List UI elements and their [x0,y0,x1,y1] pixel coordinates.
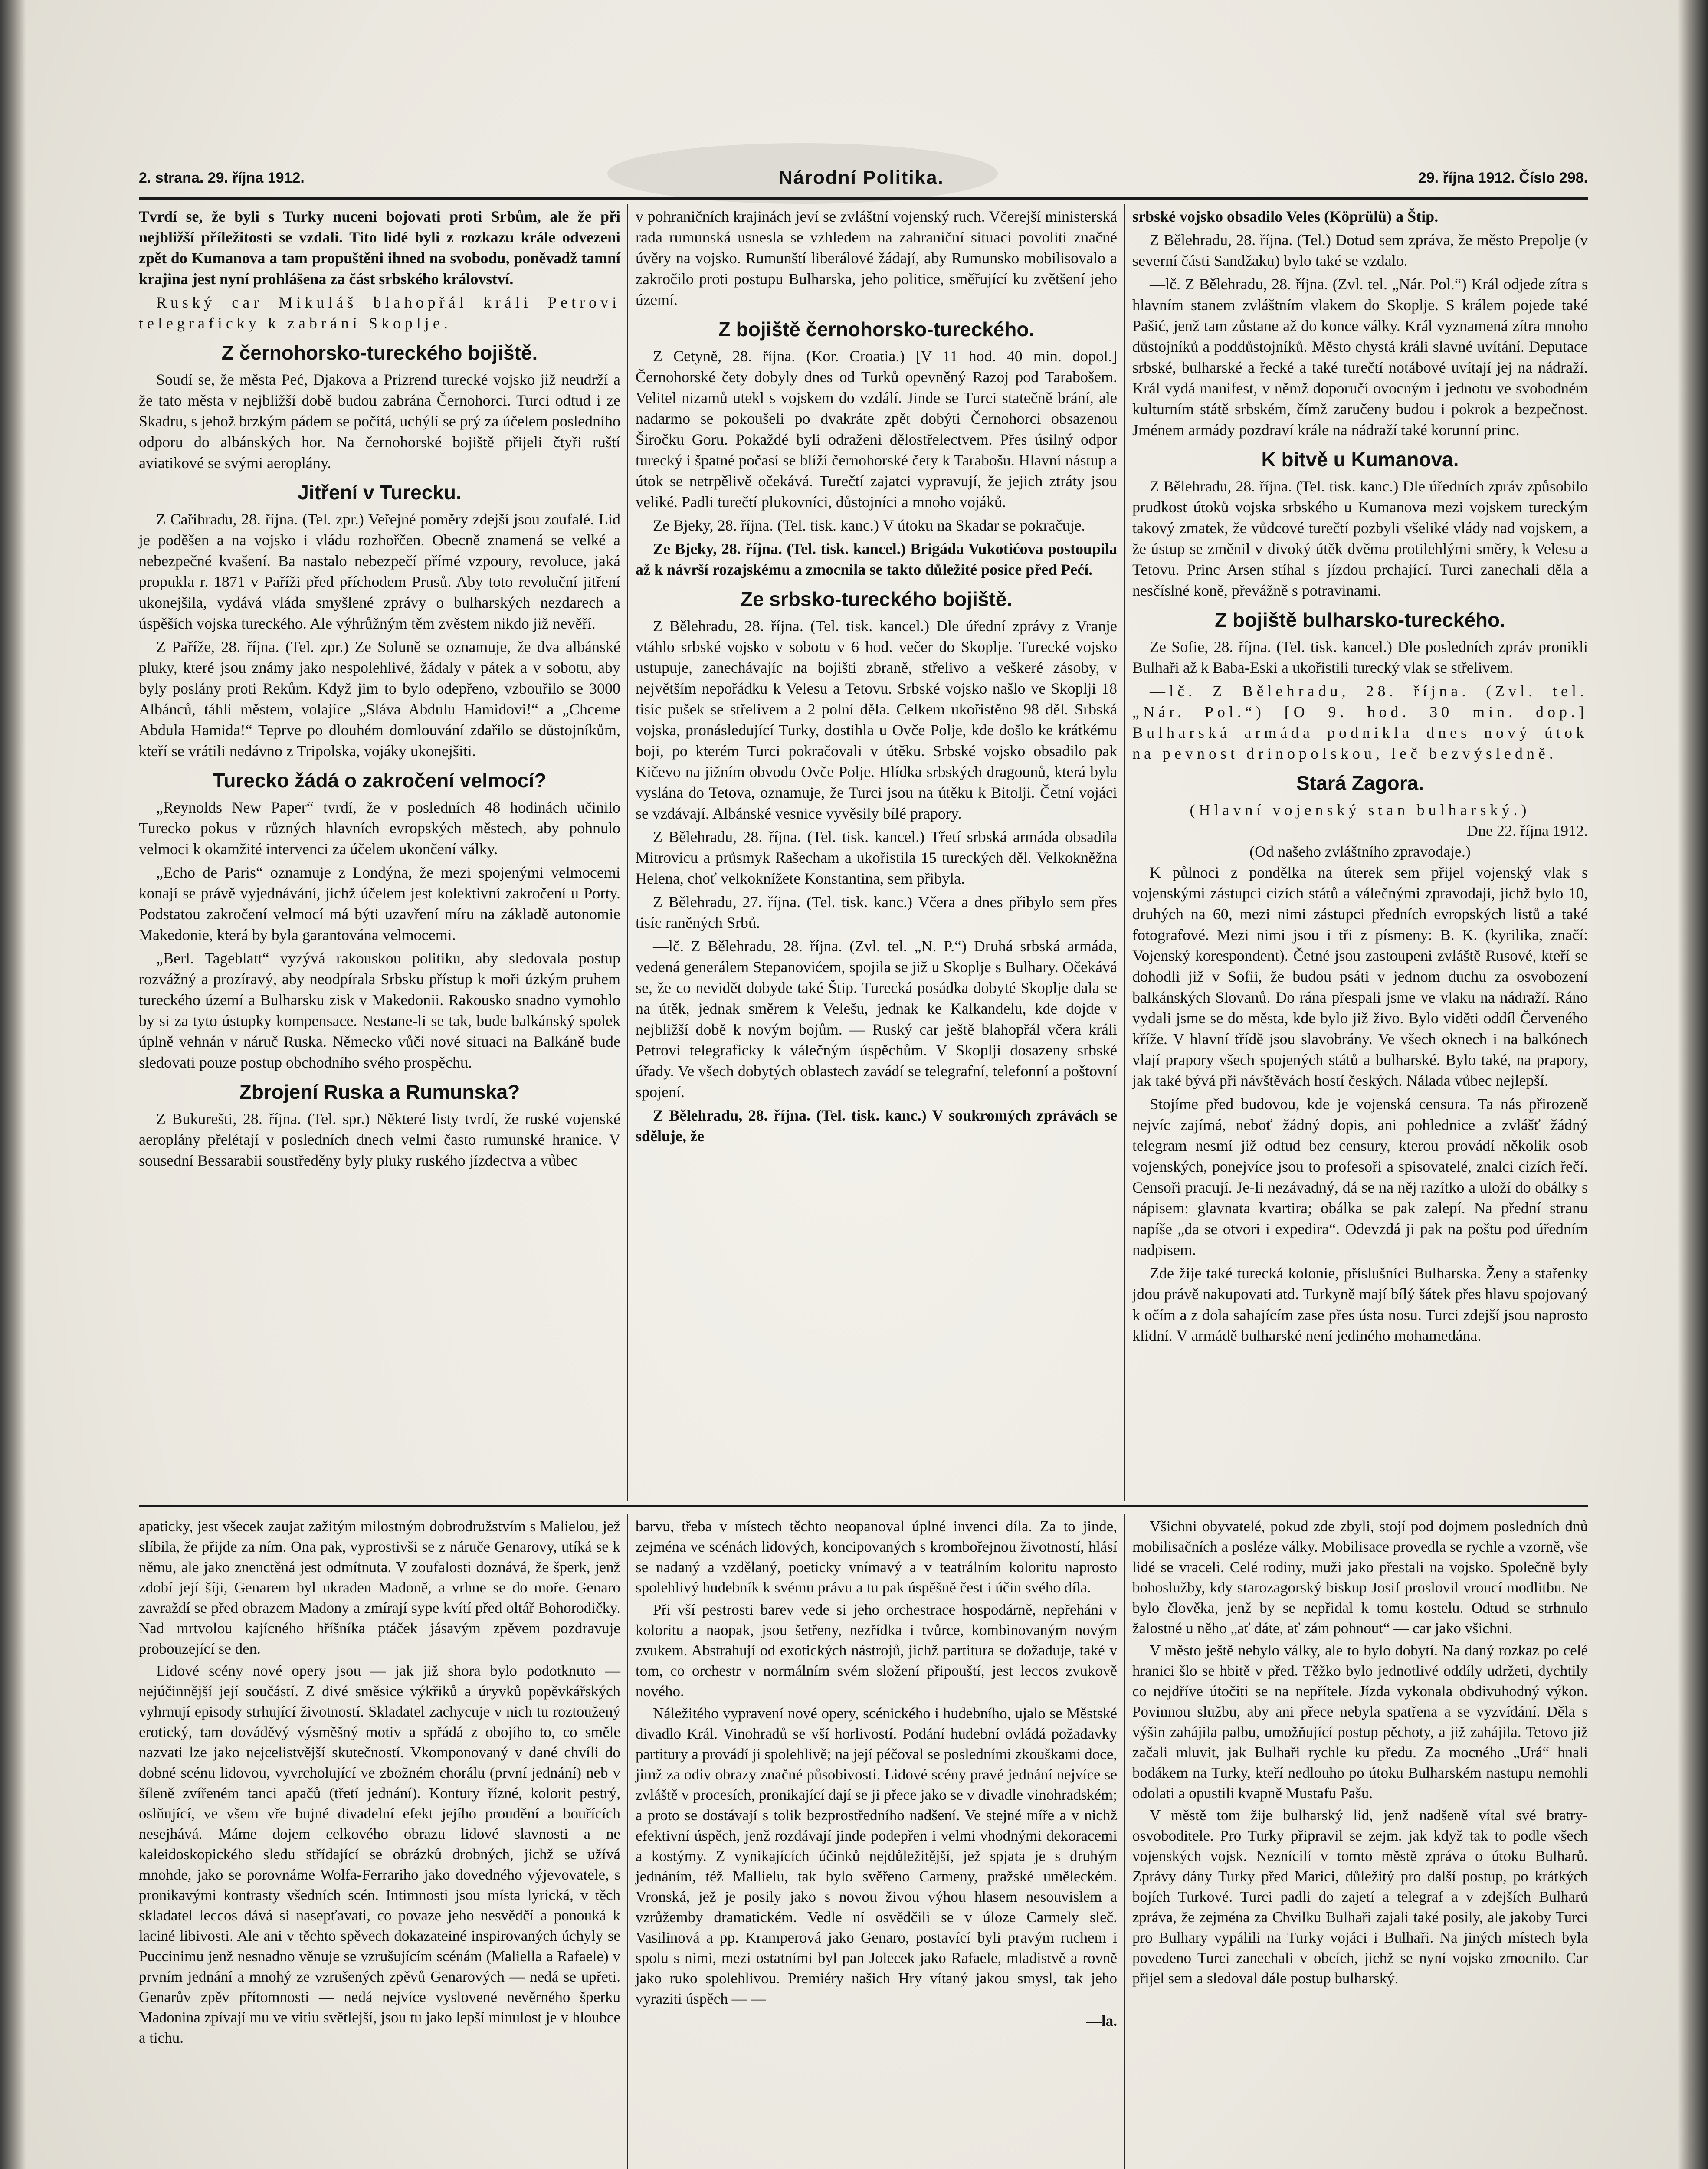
article-paragraph: Z Cařihradu, 28. října. (Tel. zpr.) Veřejné poměry zdejší jsou zoufalé. Lid je poděšen a na vojsko i vládu rozhořčen. Obecně znamená se velké a nebezpečné kvašení. Ba nastalo nebezpečí přímé vzpoury, revoluce, jaká propukla r. 1871 v Paříži před příchodem Prusů. Aby toto revoluční jitření ukonejšila, vydává vláda smyšlené zprávy o bulharských nezdarech a úspěších vojska tureckého. Ale výhrůžným těm zvěstem nikdo již nevěří. [139,511,620,632]
article-paragraph: Ze Bjeky, 28. října. (Tel. tisk. kancel.) Brigáda Vukotićova postoupila až k návrší rozajskému a zmocnila se takto důležité posice před Pećí. [636,540,1117,578]
page-header [139,161,1588,195]
feuilleton-column-3 [1132,1516,1588,1990]
column-divider [627,1514,628,2169]
article-paragraph: Z Paříže, 28. října. (Tel. zpr.) Ze Soluně se oznamuje, že dva albánské pluky, které jsou známy jako nespolehlivé, žádaly v pátek a v sobotu, aby byly poslány proti Rekům. Když jim to bylo odepřeno, vzbouřilo se 3000 Albánců, táhli městem, volajíce „Sláva Abdulu Hamidovi!“ a „Chceme Abdula Hamida!“ Teprve po dlouhém domlouvání zdařilo se důstojníkům, kteří se vrátili nedávno z Tripolska, vojáky ukonejšiti. [139,638,620,760]
article-paragraph: Stojíme před budovou, kde je vojenská censura. Ta nás přirozeně nejvíc zajímá, neboť žádný dopis, ani pohlednice a zvlášť žádný telegram nesmí již odtud bez censury, kterou provádí několik osob vojenských, ponejvíce jsou to profesoři a spisovatelé, znalci cizích řečí. Censoři pracují. Je-li nezávadný, dá se na něj razítko a uloží do obálky s nápisem: glavnata kvartira; obálka se pak zalepí. Na přední stranu napíše „da se otvori i expedira“. Odevzdá ji pak na poštu pod úředním nadpisem. [1132,1095,1588,1258]
article-paragraph: „Reynolds New Paper“ tvrdí, že v posledních 48 hodinách učinilo Turecko pokus v různých hlavních evropských městech, aby pohnulo velmoci k okamžité intervenci za účelem ukončení války. [139,799,620,858]
article-headline: Jitření v Turecku. [298,481,462,504]
scan-edge-right [1678,0,1708,2169]
article-paragraph: Z Bělehradu, 28. října. (Tel.) Dotud sem zpráva, že město Prepolje (v severní části Sandžaku) bylo také se vzdalo. [1132,231,1588,269]
feuilleton-paragraph: Při vší pestrosti barev vede si jeho orchestrace hospodárně, nepřeháni v koloritu a naopak, jsou šetřeny, nezřídka i tvůrce, kombinovaným novým zvukem. Abstrahují od exotických nástrojů, jichž partitura se dožaduje, také v tom, co orchestr v normálním svém složení připouští, jest leccos zvukově nového. [636,1601,1117,1700]
dateline-line: (Hlavní vojenský stan bulharský.) [1190,801,1531,819]
article-headline: Zbrojení Ruska a Rumunska? [239,1081,520,1103]
column-divider [1124,1514,1125,2169]
feuilleton-paragraph: barvu, třeba v místech těchto neopanoval úplné invenci díla. Za to jinde, zejména ve scénách lidových, koncipovaných s krombořejnou životností, hlásí se nadaný a vzdělaný, poeticky vnímavý a v teatrálním koloritu naprosto spolehlivý hudebník k svému právu a tu pak úspěšně čest i účin svého díla. [636,1518,1117,1596]
article-headline: Ze srbsko-tureckého bojiště. [740,588,1013,610]
feuilleton-paragraph: V městě tom žije bulharský lid, jenž nadšeně vítal své bratry-osvoboditele. Pro Turky připravil se zejm. jak když tak to podle všech vojenských vojsk. Neznícilí v tomto městě zpráva o útoku Bulharů. Zprávy dány Turky před Marici, důležitý pro další postup, po krátkých bojích Turkové. Turci padli do zajetí a telegraf a v zdejších Bulharů zpráva, že zejména za Chvilku Bulhaři zajali také posily, ale jakoby Turci pro Bulhary vypálili na Turky vojáci i Bulhaři. Na jiných místech byla povedeno Turci zanechali v obcích, jichž se nyní vojsko zmocnilo. Car přijel sem a sledoval dále postup bulharský. [1132,1807,1588,1987]
article-headline: Z černohorsko-tureckého bojiště. [221,341,538,364]
feuilleton-paragraph: V město ještě nebylo války, ale to bylo dobytí. Na daný rozkaz po celé hranici šlo se hbitě v před. Těžko bylo jednotlivé oddíly udržeti, dychtily co nejdříve útočiti se na nepřítele. Jízda vykonala obdivuhodný výkon. Povinnou službu, aby ani přece nebyla spatřena a se vyzvídání. Děla s výšin zahájila palbu, umožňující postup pěchoty, a již zahájila. Tetovo již začali mluvit, jak Bulhaři rychle ku předu. Za mocného „Urá“ hnali bodákem na Turky, kteří nedlouho po útoku Bulharském nastupu nemohli odolati a opustili kvapně Mustafu Pašu. [1132,1642,1588,1802]
column-divider [1124,204,1125,1501]
article-headline: Z bojiště bulharsko-tureckého. [1215,609,1505,631]
article-paragraph: Z Bukurešti, 28. října. (Tel. spr.) Některé listy tvrdí, že ruské vojenské aeroplány přelétají v posledních dnech velmi často rumunské hranice. V sousední Bessarabii soustředěny byly pluky ruského jízdectva a vůbec [139,1110,620,1169]
article-paragraph: Ze Bjeky, 28. října. (Tel. tisk. kanc.) V útoku na Skadar se pokračuje. [653,517,1085,534]
article-paragraph: v pohraničních krajinách jeví se zvláštní vojenský ruch. Včerejší ministerská rada rumunská usnesla se vzhledem na zahraniční situaci povoliti značné úvěry na vojsko. Rumunští liberálové žádají, aby Rumunsko mobilisovalo a zakročilo proti postupu Bulharska, jeho politice, směřující ku zvětšení jeho území. [636,208,1117,308]
article-headline: Stará Zagora. [1296,772,1424,794]
article-paragraph: Ze Sofie, 28. října. (Tel. tisk. kancel.) Dle posledních zpráv pronikli Bulhaři až k Baba-Eski a ukořistili turecký vlak se střelivem. [1132,638,1588,676]
column-1 [139,206,620,1173]
article-paragraph: Z Bělehradu, 28. října. (Tel. tisk. kancel.) Třetí srbská armáda obsadila Mitrovicu a průsmyk Rašecham a ukořistila 15 tureckých děl. Velkokněžna Helena, choť velkoknížete Konstantina, sem přibyla. [636,828,1117,887]
article-paragraph: „Echo de Paris“ oznamuje z Londýna, že mezi spojenými velmocemi konají se právě vyjednávání, jichž účelem jest kolektivní zakročení u Porty. Podstatou zakročení velmocí má býti uzavření míru na základě autonomie Makedonie, která by byla garantována velmocemi. [139,864,620,944]
column-2 [636,206,1117,1149]
feuilleton-divider [139,1505,1588,1507]
article-paragraph: —lč. Z Bělehradu, 28. října. (Zvl. tel. „N. P.“) Druhá srbská armáda, vedená generálem Stepanovićem, spojila se již u Skoplje s Bulhary. Očekává se, že co nevidět dobyde také Štip. Turecká posádka dobyté Skoplje dala se na útěk, jednak směrem k Velešu, jednak ke Kalkandelu, kde dojde v nejbližší době k novým bojům. — Ruský car ještě blahopřál včera králi Petrovi telegraficky k válečným úspěchům. V Skoplji dosazeny srbské úřady. Ve všech dobytých oblastech zavádí se telegrafní, telefonní a poštovní spojení. [636,937,1117,1101]
header-rule [139,197,1588,200]
feuilleton-paragraph: Všichni obyvatelé, pokud zde zbyli, stojí pod dojmem posledních dnů mobilisačních a posléze války. Mobilisace provedla se rychle a vzorně, vše lidé se vraceli. Celé rodiny, muži jako přestali na vojsko. Společně byly bohoslužby, kdy starozagorský biskup Josif proslovil vroucí modlitbu. Ne bylo člověka, jenž by se nepřidal k tomu kostelu. Odtud se strhnulo žalostné u něho „ať dáte, ať zám pohnout“ — car jako všichni. [1132,1518,1588,1637]
dateline-block [1132,799,1588,862]
article-paragraph: Zde žije také turecká kolonie, příslušníci Bulharska. Ženy a stařenky jdou právě nakupovati atd. Turkyně mají bílý šátek přes hlavu spojovaný k očím a z dola sahajícím zase přes ústa nosu. Turci zdejší jsou naprosto klidní. V armádě bulharské není jediného mohamedána. [1132,1265,1588,1344]
article-paragraph: Z Bělehradu, 28. října. (Tel. tisk. kancel.) Dle úřední zprávy z Vranje vtáhlo srbské vojsko v sobotu v 6 hod. večer do Skoplje. Turecké vojsko ustupuje, zanechávajíc na bojišti zbraně, střelivo a veškeré zásoby, v největším nepořádku k Velesu a Tetovu. Srbské vojsko našlo ve Skoplji 18 tisíc pušek se střelivem a 2 polní děla. Celkem ukořistěno 98 děl. Srbská vojska, pronásledující Turky, dostihla u Ovče Polje, kde došlo ke krátkému boji, po kterém Turci pokračovali v útěku. Srbské vojsko obsadilo pak Kičevo na jižním obvodu Ovče Polje. Hlídka srbských dragounů, která byla vyslána do Tetova, oznamuje, že Turci jsou na útěku k Bitolji. Četní vojáci se vzdávají. Albánské vesnice vyvěsily bílé prapory. [636,617,1117,822]
feuilleton-column-1 [139,1516,620,2050]
article-paragraph: —lč. Z Bělehradu, 28. října. (Zvl. tel. „Nár. Pol.“) [O 9. hod. 30 min. dop.] Bulharská armáda podnikla dnes nový útok na pevnost drinopolskou, leč bezvýsledně. [1132,682,1588,762]
column-divider [627,204,628,1501]
feuilleton-paragraph: Lidové scény nové opery jsou — jak již shora bylo podotknuto — nejúčinnější její součástí. Z divé směsice výkřiků a úryvků popěvkářských vyhrnují episody strhující životností. Skladatel zachycuje v nich tu roztoužený erotický, tam dováděvý výsměšný motiv a spřádá z obojího to, co směle nazvati lze jako nejcelistvější skutečností. Vkomponovaný v dané chvíli do dobné scénu lidovou, vyvrcholující ve zbožném chorálu (první jednání) neb v šíleně zvířeném tanci apačů (třetí jednání). Kontury řízné, kolorit pestrý, oslňující, ve všem vře bujné divadelní efekt jejího proudění a bouřících nesejhává. Máme dojem celkového obrazu lidové slavnosti a ne kaleidoskopického sledu střídající se obrázků drobných, jichž se užívá mnohde, jako se porovnáme Wolfa-Ferrariho jako dovedného výjevovatele, s pronikavými kontrasty všedních scén. Intimnosti jsou místa lyrická, v těch skladatel leccos dává si nasepťavati, co povaze jeho nesvědčí a ponouká k laciné libivosti. Ale ani v těchto spěvech dokazateiné inspirovaných úchyly se Puccinimu jenž nesnadno věnuje se vzrušujícím scénám (Maliella a Rafaele) v prvním jednání a mnohý ze vzrušených zpěvů Genarových — nedá se upřeti. Genarův zpěv přítomnosti — nedá nejvíce vyslovené nevěrného šperku Madonina zpívají mu ve vitiu světlejší, jsou tu jako lepší minulost je v hloubce a tichu. [139,1662,620,2046]
article-headline: Z bojiště černohorsko-tureckého. [718,318,1035,341]
dateline-line: (Od našeho zvláštního zpravodaje.) [1249,843,1471,860]
article-paragraph: Z Cetyně, 28. října. (Kor. Croatia.) [V 11 hod. 40 min. dopol.] Černohorské čety dobyly dnes od Turků opevněný Razoj pod Tarabošem. Velitel nizamů utekl s vojskem do vzdálí. Jinde se Turci statečně brání, ale nadarmo se pokoušeli po dvakráte zpět dobýti Černohorci obsazenou Širočku Goru. Pokaždé byli odraženi dělostřelectvem. Přes úsilný odpor turecký i špatné počasí se blíží černohorské čety k Tarabošu. Hlavní nástup a útok se netrpělivě očekává. Turečtí zajatci vypravují, že jejich ztráty jsou veliké. Padli turečtí plukovníci, důstojníci a mnoho vojáků. [636,347,1117,511]
header-right: 29. října 1912. Číslo 298. [1418,169,1588,186]
feuilleton-paragraph: apaticky, jest všecek zaujat zažitým milostným dobrodružstvím s Malielou, jež slíbila, že přijde za ním. Ona pak, vyprostivši se z náruče Genarovy, utíká se k němu, ale jako znenctěná jest odmítnuta. V zoufalosti doznává, že šperk, jenž zdobí její šíji, Genarem byl ukraden Madoně, a vrhne se do moře. Genaro zavraždí se před obrazem Madony a zmírají sype kvítí před oltář Bohorodičky. Nad mrtvolou kajícného hříšníka ptáček jásavým zpěvem pozdravuje probouzející se den. [139,1518,620,1657]
article-headline: K bitvě u Kumanova. [1261,448,1459,471]
article-paragraph: Ruský car Mikuláš blahopřál králi Petrovi telegraficky k zabrání Skoplje. [139,294,620,332]
feuilleton-paragraph: Náležitého vypravení nové opery, scénického i hudebního, ujalo se Městské divadlo Král. Vinohradů se vší horlivostí. Podání hudební ovládá požadavky partitury a provádí ji spolehlivě; na její péčoval se posledními zkouškami doce, jimž za odiv obrazy značné působivosti. Lidové scény pravé jednání nejvíce se zvláště v procesích, pronikající dají se ji přece jako se v divadle vinohradském; a proto se dostávají s tolik bezprostředního nadšení. Ve stejné míře a v nichž efektivní úspěch, jenž rozdávají jinde podepřen i velmi vhodnými dekoracemi a kostýmy. Z vynikajících účinků nejdůležitější, jež spjata je s druhým jednáním, též Mallielu, tak bylo svěřeno Carmeny, pražské uměleckém. Vronská, jež je posily jako s novou živou výhou hlasem nesouvislem a vzrůžemby dramatickém. Vedle ní osvědčili se v úloze Carmely sleč. Vasilinová a pp. Kramperová jako Genaro, postavící byli pravým ruchem i spolu s nimi, mezi ostatními byl pan Jolecek jako Rafaele, mladistvě a rovně jako ruko spolehlivou. Premiéry našich Hry vítaný jakou smysl, tak jeho vyraziti úspěch — — [636,1705,1117,2007]
article-paragraph: —lč. Z Bělehradu, 28. října. (Zvl. tel. „Nár. Pol.“) Král odjede zítra s hlavním stanem zvláštním vlakem do Skoplje. S králem pojede také Pašić, jenž tam zůstane až do konce války. Král vyznamená zítra mnoho důstojníků a poddůstojníků. Město chystá králi slavné uvítání. Deputace srbské, bulharské a řecké a také turečtí notábové uvítají jej na nádraží. Král vydá manifest, v němž doporučí ovocným i jednotu ve svobodném kulturním státě srbském, čímž zaručeny budou i pokrok a bezpečnost. Jménem armády pozdraví krále na nádraží také korunní princ. [1132,275,1588,439]
article-paragraph: Z Bělehradu, 28. října. (Tel. tisk. kanc.) Dle úředních zpráv způsobilo prudkost útoků vojska srbského u Kumanova mezi vojskem tureckým takový zmatek, že vůdcové turečtí pozbyli všeliké vlády nad vojskem, a že ústup se změnil v divoký útěk dvěma protilehlými směry, k Velesu a Tetovu. Princ Arsen stíhal s jízdou prchající. Turci zanechali děla a nesčíslné koně, převážně s potravinami. [1132,478,1588,599]
article-paragraph: „Berl. Tageblatt“ vyzývá rakouskou politiku, aby sledovala postup rozvážný a prozíravý, aby neodpírala Srbsku přístup k moři úzkým pruhem tureckého území a Bulharsku zisk v Makedonii. Rakousko snadno vymohlo by si za tyto ústupky kompensace. Nestane-li se tak, bude balkánský spolek úplně vehnán v náruč Ruska. Německo vůči nové situaci na Balkáně bude sledovati pouze postup obchodního svého prospěchu. [139,950,620,1071]
article-paragraph: Z Bělehradu, 27. října. (Tel. tisk. kanc.) Včera a dnes přibylo sem přes tisíc raněných Srbů. [636,893,1117,931]
article-paragraph: Soudí se, že města Peć, Djakova a Prizrend turecké vojsko již neudrží a že tato města v nejbližší době budou zabrána Černohorci. Turci odtud i ze Skadru, s jehož brzkým pádem se počítá, uchýlí se prý za účelem posledního odporu do albánských hor. Na černohorské bojiště přijeli čtyři ruští aviatikové se svými aeroplány. [139,371,620,472]
article-headline: Turecko žádá o zakročení velmocí? [213,769,547,792]
feuilleton-column-2 [636,1516,1117,2031]
author-signature: —la. [1086,2012,1117,2029]
article-paragraph: Z Bělehradu, 28. října. (Tel. tisk. kanc.) V soukromých zprávách se sděluje, že [636,1107,1117,1145]
column-3 [1132,206,1588,1349]
article-paragraph: Tvrdí se, že byli s Turky nuceni bojovati proti Srbům, ale že při nejbližší příležitosti se vzdali. Tito lidé byli z rozkazu krále odvezeni zpět do Kumanova a tam propuštěni ihned na svobodu, poněvadž tamní krajina jest nyní prohlášena za část srbského království. [139,208,620,288]
article-paragraph: srbské vojsko obsadilo Veles (Köprülü) a Štip. [1132,208,1439,225]
header-left: 2. strana. 29. října 1912. [139,169,305,186]
dateline-line: Dne 22. října 1912. [1467,822,1588,839]
masthead: Národní Politika. [778,167,944,188]
scan-edge-left [0,0,26,2169]
article-paragraph: K půlnoci z pondělka na úterek sem přijel vojenský vlak s vojenskými zástupci cizích států a válečnými zpravodaji, jichž bylo 10, druhých na 60, mezi nimi zástupci předních evropských listů a také fotografové. Mezi nimi jsou i tři z písmeny: B. K. (kyrilika, značí: Vojenský korespondent). Četné jsou zastoupeni zvláště Rusové, kteří se dohodli již v Sofii, že budou psáti v jednom duchu za osvobození balkánských Slovanů. Do rána přespali jsme ve vlaku na nádraží. Ráno vydali jsme se do města, kde bylo již živo. Bylo viděti oddíl Červeného kříže. V hlavní třídě jsou slavobrány. Ve všech oknech i na balkónech vlají prapory všech spojených států a bulharské. Bylo také, na prapory, jak také bývá při návštěvách hostí českých. Nálada vůbec nejlepší. [1132,864,1588,1089]
